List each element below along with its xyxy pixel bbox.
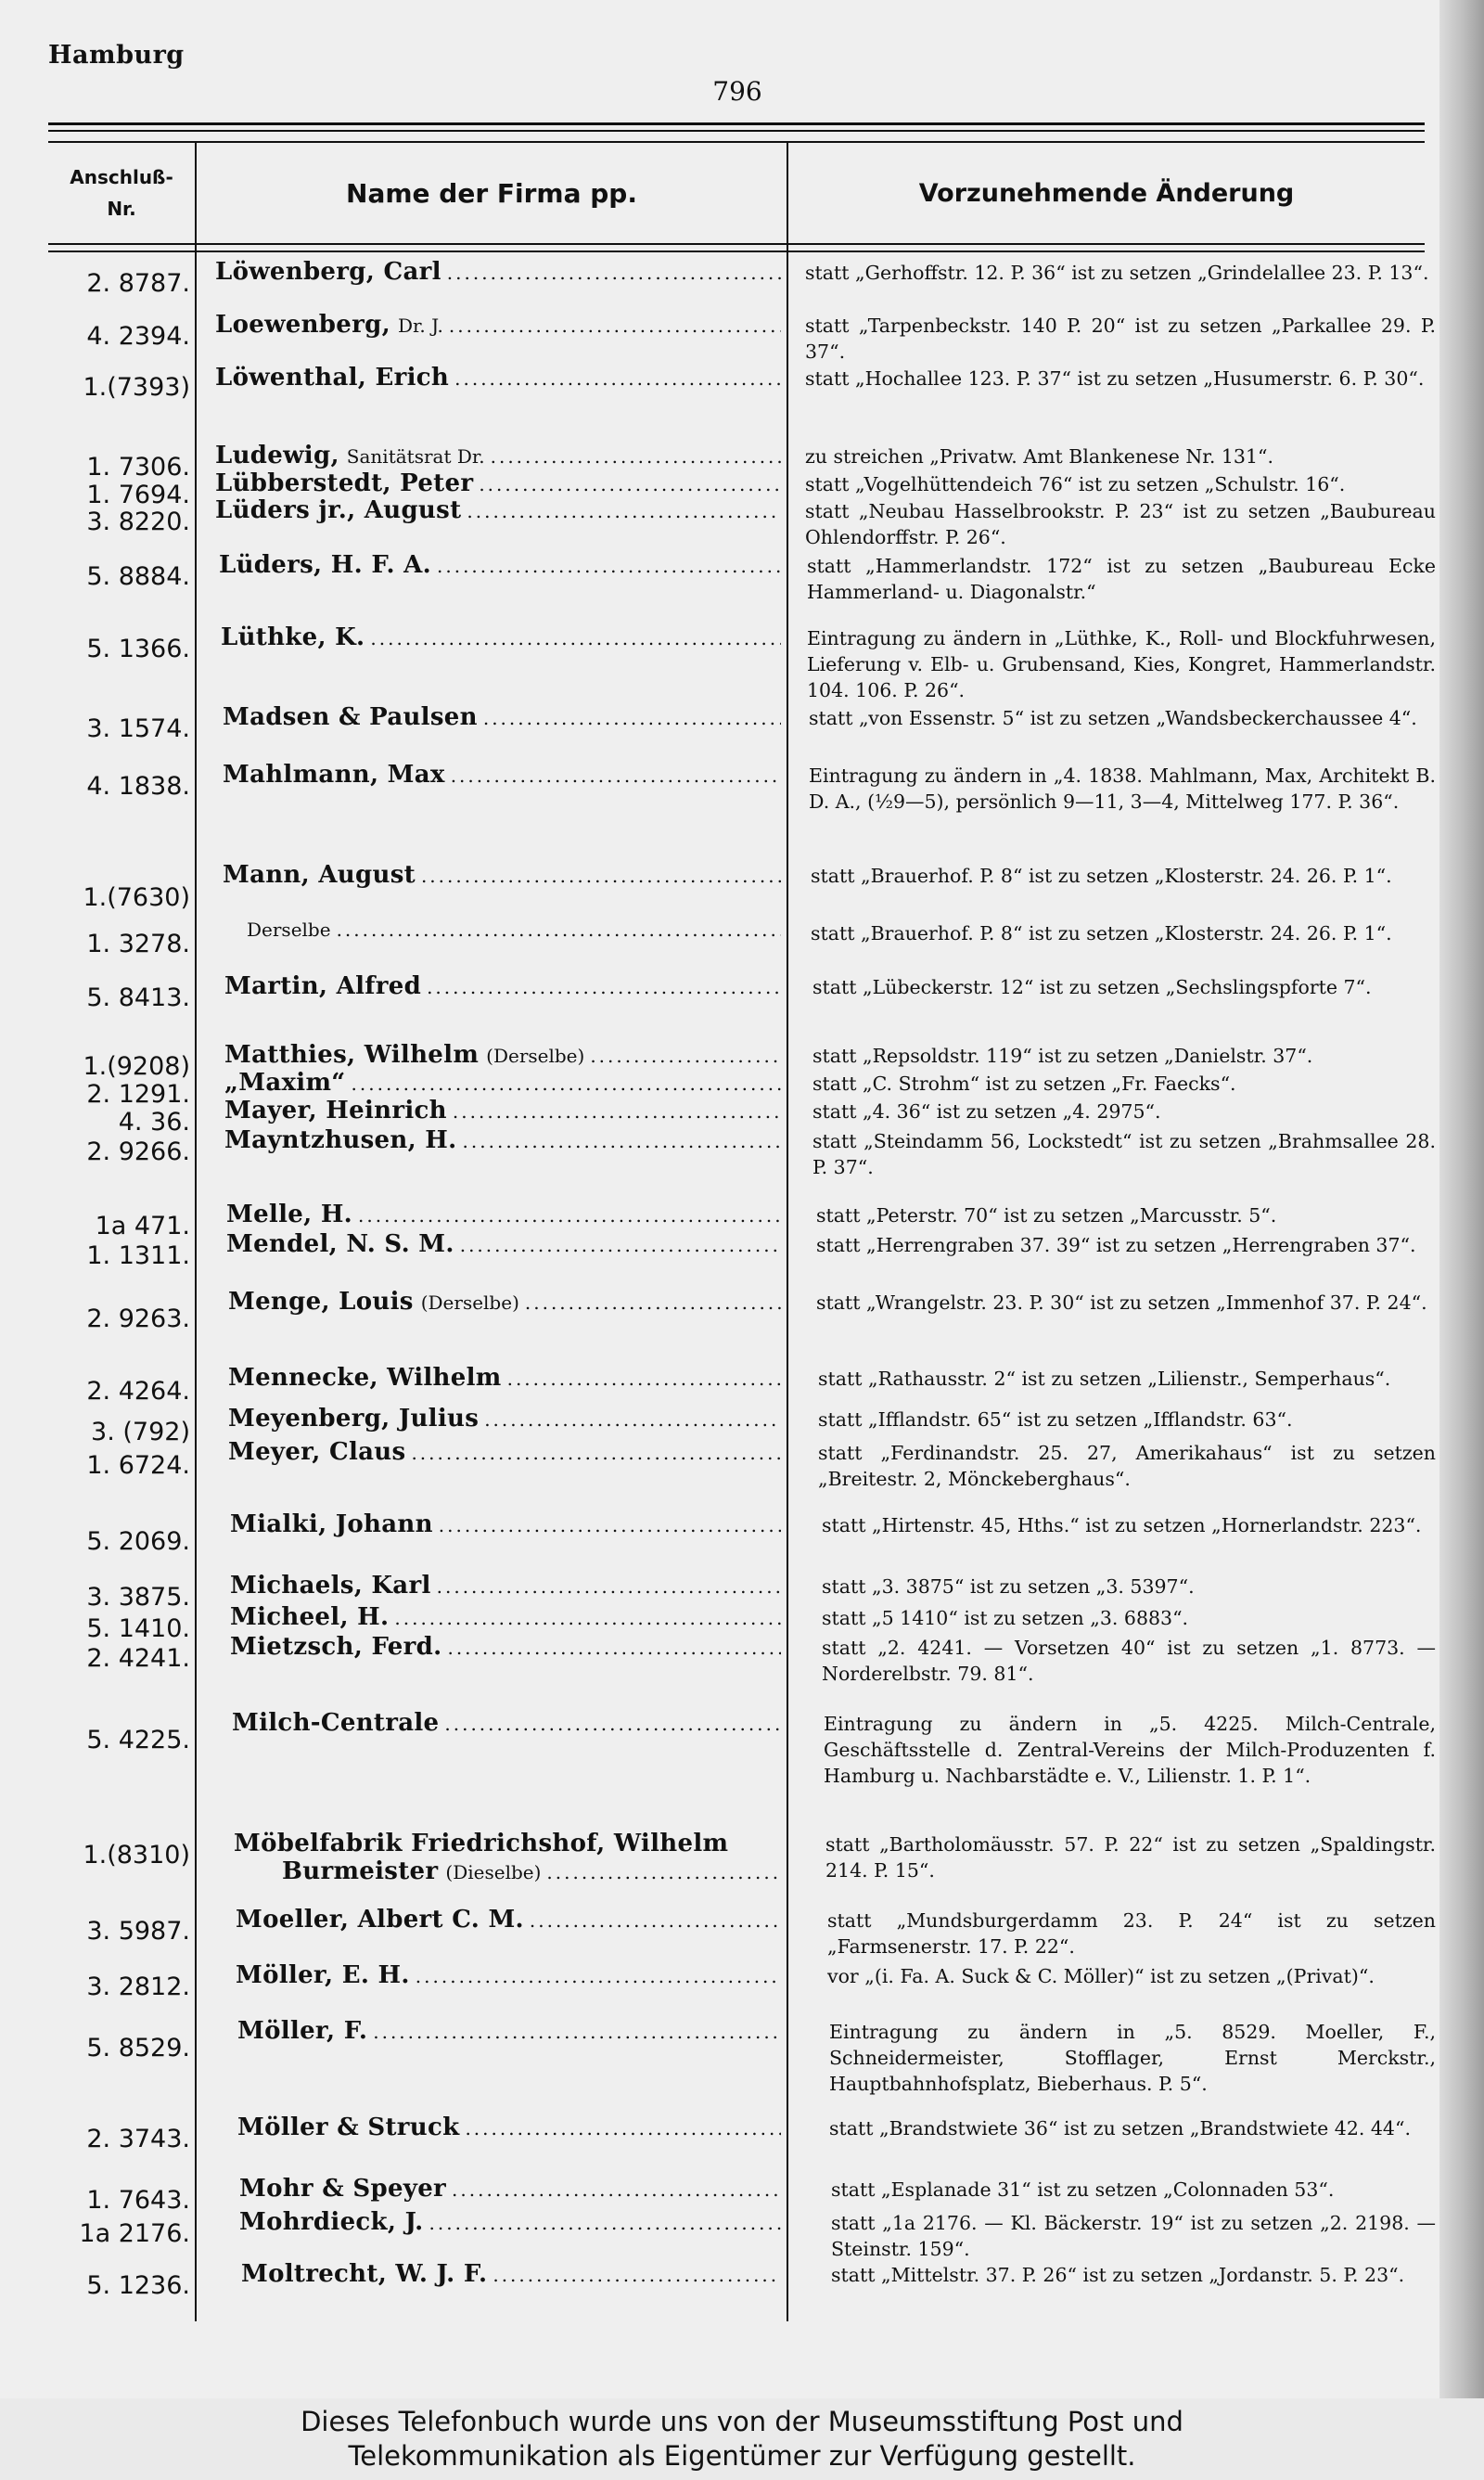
change-instruction: statt „Esplanade 31“ ist zu setzen „Colonnaden 53“.: [831, 2178, 1335, 2201]
connection-number: 1. 3278.: [86, 930, 190, 958]
subscriber-name: [224, 1069, 781, 1097]
archive-note-line1: Dieses Telefonbuch wurde uns von der Museumsstiftung Post und: [301, 2406, 1183, 2437]
leader-dots: [449, 315, 781, 337]
connection-number: 4. 1838.: [86, 772, 190, 801]
subscriber-name-text: Mayer, Heinrich: [224, 1097, 447, 1124]
connection-number: 1.(7393): [83, 373, 190, 402]
connection-number: 3. (792): [91, 1418, 190, 1446]
leader-dots: [467, 500, 781, 522]
connection-number: 5. 4225.: [86, 1726, 190, 1754]
subscriber-name-text: Martin, Alfred: [224, 972, 422, 1000]
leader-dots: [454, 367, 781, 390]
subscriber-name: [247, 919, 781, 941]
subscriber-name: [228, 1288, 781, 1316]
subscriber-name: [232, 1709, 781, 1737]
subscriber-name: [241, 2260, 781, 2288]
leader-dots: [437, 1575, 781, 1598]
leader-dots: [429, 2212, 781, 2234]
subscriber-name-text: Meyenberg, Julius: [228, 1405, 480, 1433]
subscriber-name-text: Moeller, Albert C. M.: [236, 1906, 524, 1934]
name-qualifier: Dr. J.: [397, 315, 443, 337]
subscriber-name: [224, 972, 781, 1000]
subscriber-name: [230, 1510, 781, 1538]
connection-number: 1. 1311.: [86, 1241, 190, 1270]
change-instruction: statt „Hochallee 123. P. 37“ ist zu setzen „Husumerstr. 6. P. 30“.: [805, 367, 1425, 390]
change-instruction: Eintragung zu ändern in „Lüthke, K., Roll- und Blockfuhrwesen, Lieferung v. Elb- u. Grubensand, Kies, Kongret, Hammerlandstr. 104. 106. P. 26“.: [807, 627, 1436, 701]
connection-number: 3. 2812.: [86, 1972, 190, 2001]
connection-number: 3. 8220.: [86, 508, 190, 536]
subscriber-name: [215, 311, 781, 339]
leader-dots: [452, 2178, 781, 2201]
leader-dots: [373, 2021, 781, 2043]
subscriber-name: [236, 1961, 781, 1989]
connection-number: 1. 6724.: [86, 1451, 190, 1480]
subscriber-name-text: Matthies, Wilhelm: [224, 1041, 480, 1069]
name-qualifier: Sanitätsrat Dr.: [346, 445, 485, 468]
leader-dots: [525, 1291, 781, 1314]
change-instruction: statt „Brauerhof. P. 8“ ist zu setzen „Klosterstr. 24. 26. P. 1“.: [811, 865, 1392, 887]
subscriber-name-text: Mayntzhusen, H.: [224, 1126, 457, 1154]
leader-dots: [358, 1204, 781, 1227]
change-instruction: statt „Hirtenstr. 45, Hths.“ ist zu setzen „Hornerlandstr. 223“.: [822, 1514, 1422, 1536]
change-instruction: statt „Neubau Hasselbrookstr. P. 23“ ist zu setzen „Baubureau Ohlendorffstr. P. 26“.: [805, 500, 1436, 548]
name-qualifier: (Dieselbe): [445, 1861, 542, 1883]
change-instruction: statt „Gerhoffstr. 12. P. 36“ ist zu setzen „Grindelallee 23. P. 13“.: [805, 262, 1429, 284]
subscriber-name: [215, 258, 781, 286]
connection-number: 4. 2394.: [86, 322, 190, 351]
subscriber-name-text: Mendel, N. S. M.: [226, 1230, 454, 1258]
subscriber-name-text: Ludewig,: [215, 442, 339, 469]
subscriber-name-text: Mann, August: [223, 861, 416, 889]
subscriber-name: [215, 442, 781, 469]
connection-number: 1.(7630): [83, 883, 190, 912]
leader-dots: [439, 1514, 781, 1536]
subscriber-name: [230, 1633, 781, 1661]
connection-number: 2. 4241.: [86, 1644, 190, 1673]
connection-number: 2. 8787.: [86, 269, 190, 298]
change-instruction: statt „Vogelhüttendeich 76“ ist zu setzen „Schulstr. 16“.: [805, 473, 1346, 495]
subscriber-name-text: Michaels, Karl: [230, 1572, 431, 1600]
leader-dots: [444, 1713, 781, 1735]
change-instruction: statt „Mittelstr. 37. P. 26“ ist zu setzen „Jordanstr. 5. P. 23“.: [831, 2264, 1405, 2286]
subscriber-name-text: Burmeister: [282, 1857, 439, 1885]
leader-dots: [493, 2264, 781, 2286]
leader-dots: [507, 1368, 781, 1390]
subscriber-name-text: Mohr & Speyer: [239, 2175, 447, 2203]
leader-dots: [590, 1045, 781, 1067]
leader-dots: [491, 445, 781, 468]
subscriber-name: [224, 1041, 781, 1069]
connection-number: 3. 1574.: [86, 714, 190, 743]
subscriber-name-text: Melle, H.: [226, 1201, 353, 1228]
subscriber-name-text: Lüders jr., August: [215, 496, 462, 524]
subscriber-name-text: Madsen & Paulsen: [223, 703, 478, 731]
subscriber-name-text: Meyer, Claus: [228, 1438, 406, 1466]
running-head-city: Hamburg: [48, 41, 185, 70]
connection-number: 1. 7306.: [86, 453, 190, 482]
subscriber-name: [223, 861, 781, 889]
change-instruction: statt „4. 36“ ist zu setzen „4. 2975“.: [812, 1100, 1161, 1123]
change-instruction: zu streichen „Privatw. Amt Blankenese Nr. 131“.: [805, 445, 1274, 468]
connection-number: 5. 8529.: [86, 2034, 190, 2062]
leader-dots: [447, 262, 781, 284]
column-header-number-line2: Nr.: [107, 198, 136, 220]
connection-number: 1.(8310): [83, 1841, 190, 1870]
connection-number: 1a 2176.: [79, 2219, 190, 2248]
connection-number: 2. 3743.: [86, 2125, 190, 2153]
subscriber-name-text: Loewenberg,: [215, 311, 390, 339]
change-instruction: statt „Repsoldstr. 119“ ist zu setzen „Danielstr. 37“.: [812, 1045, 1313, 1067]
leader-dots: [337, 919, 781, 941]
change-instruction: statt „5 1410“ ist zu setzen „3. 6883“.: [822, 1607, 1189, 1629]
change-instruction: statt „Brauerhof. P. 8“ ist zu setzen „Klosterstr. 24. 26. P. 1“.: [811, 922, 1392, 944]
change-instruction: vor „(i. Fa. A. Suck & C. Möller)“ ist zu setzen „(Privat)“.: [827, 1965, 1375, 1987]
subscriber-name-text: Lüthke, K.: [221, 623, 365, 651]
leader-dots: [411, 1442, 781, 1464]
subscriber-name-text: Menge, Louis: [228, 1288, 414, 1316]
connection-number: 5. 1410.: [86, 1614, 190, 1643]
subscriber-name-text: Mohrdieck, J.: [239, 2208, 424, 2236]
subscriber-name: [215, 364, 781, 392]
leader-dots: [530, 1909, 781, 1932]
leader-dots: [437, 555, 781, 577]
connection-number: 1a 471.: [95, 1212, 190, 1240]
name-qualifier: (Derselbe): [486, 1045, 585, 1067]
change-instruction: statt „3. 3875“ ist zu setzen „3. 5397“.: [822, 1575, 1195, 1598]
change-instruction: statt „Peterstr. 70“ ist zu setzen „Marcusstr. 5“.: [816, 1204, 1277, 1227]
connection-number: 5. 2069.: [86, 1527, 190, 1556]
subscriber-name: [239, 2208, 781, 2236]
connection-number: 2. 4264.: [86, 1377, 190, 1406]
subscriber-name-text: Löwenthal, Erich: [215, 364, 450, 392]
connection-number: 3. 3875.: [86, 1583, 190, 1612]
name-qualifier: (Derselbe): [420, 1291, 519, 1314]
change-instruction: Eintragung zu ändern in „5. 8529. Moeller, F., Schneidermeister, Stofflager, Ernst Merckstr., Hauptbahnhofsplatz, Bieberhaus. P. 5“.: [829, 2021, 1436, 2095]
change-instruction: statt „Brandstwiete 36“ ist zu setzen „Brandstwiete 42. 44“.: [829, 2117, 1411, 2139]
subscriber-name: [236, 1906, 781, 1934]
leader-dots: [479, 473, 781, 495]
change-instruction: statt „Lübeckerstr. 12“ ist zu setzen „Sechslingspforte 7“.: [812, 976, 1372, 998]
subscriber-name: [234, 1830, 781, 1886]
change-instruction: statt „Ifflandstr. 65“ ist zu setzen „Ifflandstr. 63“.: [818, 1408, 1293, 1431]
archive-note-line2: Telekommunikation als Eigentümer zur Verfügung gestellt.: [348, 2440, 1136, 2472]
leader-dots: [447, 1637, 781, 1659]
subscriber-name: [224, 1126, 781, 1154]
subscriber-name: [223, 761, 781, 789]
subscriber-name: [230, 1572, 781, 1600]
subscriber-name-text: Möller, F.: [237, 2017, 368, 2045]
subscriber-name: [215, 496, 781, 524]
subscriber-name: [230, 1603, 781, 1631]
change-instruction: Eintragung zu ändern in „5. 4225. Milch-Centrale, Geschäftsstelle d. Zentral-Vereins der Milch-Produzenten f. Hamburg u. Nachbarstädte e. V., Lilienstr. 1. P. 1“.: [824, 1713, 1436, 1787]
change-instruction: statt „C. Strohm“ ist zu setzen „Fr. Faecks“.: [812, 1073, 1236, 1095]
change-instruction: statt „Hammerlandstr. 172“ ist zu setzen „Baubureau Ecke Hammerland- u. Diagonalstr.“: [807, 555, 1436, 603]
subscriber-name-text: „Maxim“: [224, 1069, 346, 1097]
leader-dots: [416, 1965, 781, 1987]
subscriber-name-text: Mietzsch, Ferd.: [230, 1633, 442, 1661]
change-instruction: Eintragung zu ändern in „4. 1838. Mahlmann, Max, Architekt B. D. A., (½9—5), persönlich 9—11, 3—4, Mittelweg 177. P. 36“.: [809, 765, 1436, 813]
connection-number: 5. 8413.: [86, 983, 190, 1012]
subscriber-name: [226, 1201, 781, 1228]
subscriber-name-text: Mahlmann, Max: [223, 761, 445, 789]
change-instruction: statt „von Essenstr. 5“ ist zu setzen „Wandsbeckerchaussee 4“.: [809, 707, 1417, 729]
change-instruction: statt „Steindamm 56, Lockstedt“ ist zu setzen „Brahmsallee 28. P. 37“.: [812, 1130, 1436, 1178]
column-header-number-line1: Anschluß-: [70, 166, 173, 188]
leader-dots: [453, 1100, 781, 1123]
connection-number: 2. 1291.: [86, 1080, 190, 1109]
subscriber-name-text: Möller, E. H.: [236, 1961, 410, 1989]
connection-number: 3. 5987.: [86, 1917, 190, 1946]
subscriber-name-text: Lüders, H. F. A.: [219, 551, 431, 579]
subscriber-name: [228, 1364, 781, 1392]
subscriber-name-text: Löwenberg, Carl: [215, 258, 441, 286]
subscriber-name: [219, 551, 781, 579]
subscriber-name-text: Mialki, Johann: [230, 1510, 433, 1538]
leader-dots: [483, 707, 781, 729]
subscriber-name-text: Moltrecht, W. J. F.: [241, 2260, 488, 2288]
leader-dots: [421, 865, 781, 887]
subscriber-name: [226, 1230, 781, 1258]
leader-dots: [451, 765, 781, 787]
subscriber-name: [228, 1438, 781, 1466]
leader-dots: [394, 1607, 781, 1629]
leader-dots: [484, 1408, 781, 1431]
leader-dots: [370, 627, 781, 649]
subscriber-name: [224, 1097, 781, 1124]
column-header-name: Name der Firma pp.: [346, 177, 637, 209]
connection-number: 1. 7694.: [86, 481, 190, 509]
subscriber-name-text: Micheel, H.: [230, 1603, 390, 1631]
connection-number: 5. 1236.: [86, 2271, 190, 2300]
subscriber-name: [228, 1405, 781, 1433]
connection-number: 4. 36.: [118, 1108, 190, 1137]
subscriber-name: [237, 2017, 781, 2045]
subscriber-name-text: Mennecke, Wilhelm: [228, 1364, 502, 1392]
subscriber-name-text: Möbelfabrik Friedrichshof, Wilhelm: [234, 1830, 729, 1857]
subscriber-name-text: Lübberstedt, Peter: [215, 469, 474, 497]
leader-dots: [427, 976, 781, 998]
connection-number: 2. 9266.: [86, 1137, 190, 1166]
subscriber-name: [223, 703, 781, 731]
connection-number: 5. 8884.: [86, 562, 190, 591]
change-instruction: statt „Tarpenbeckstr. 140 P. 20“ ist zu setzen „Parkallee 29. P. 37“.: [805, 315, 1436, 363]
change-instruction: statt „Bartholomäusstr. 57. P. 22“ ist zu setzen „Spaldingstr. 214. P. 15“.: [825, 1833, 1436, 1882]
archive-note: [0, 2398, 1484, 2480]
connection-number: 1. 7643.: [86, 2186, 190, 2215]
leader-dots: [546, 1858, 781, 1886]
subscriber-name-text: Möller & Struck: [237, 2114, 460, 2141]
connection-number: 1.(9208): [83, 1052, 190, 1081]
page-number: 796: [712, 76, 762, 107]
name-qualifier: Derselbe: [247, 919, 331, 941]
change-instruction: statt „Ferdinandstr. 25. 27, Amerikahaus“ ist zu setzen „Breitestr. 2, Mönckeberghaus“.: [818, 1442, 1436, 1490]
subscriber-name: [239, 2175, 781, 2203]
change-instruction: statt „1a 2176. — Kl. Bäckerstr. 19“ ist zu setzen „2. 2198. — Steinstr. 159“.: [831, 2212, 1436, 2260]
leader-dots: [465, 2117, 781, 2139]
column-header-change: Vorzunehmende Änderung: [918, 178, 1295, 208]
change-instruction: statt „Mundsburgerdamm 23. P. 24“ ist zu setzen „Farmsenerstr. 17. P. 22“.: [827, 1909, 1436, 1958]
subscriber-name: [221, 623, 781, 651]
subscriber-name-text: Milch-Centrale: [232, 1709, 440, 1737]
subscriber-name: [215, 469, 781, 497]
connection-number: 5. 1366.: [86, 635, 190, 663]
change-instruction: statt „Wrangelstr. 23. P. 30“ ist zu setzen „Immenhof 37. P. 24“.: [816, 1291, 1427, 1314]
change-instruction: statt „Rathausstr. 2“ ist zu setzen „Lilienstr., Semperhaus“.: [818, 1368, 1391, 1390]
connection-number: 2. 9263.: [86, 1304, 190, 1333]
leader-dots: [352, 1073, 781, 1095]
leader-dots: [460, 1234, 781, 1256]
leader-dots: [463, 1130, 781, 1152]
change-instruction: statt „2. 4241. — Vorsetzen 40“ ist zu setzen „1. 8773. — Norderelbstr. 79. 81“.: [822, 1637, 1436, 1685]
change-instruction: statt „Herrengraben 37. 39“ ist zu setzen „Herrengraben 37“.: [816, 1234, 1416, 1256]
subscriber-name: [237, 2114, 781, 2141]
